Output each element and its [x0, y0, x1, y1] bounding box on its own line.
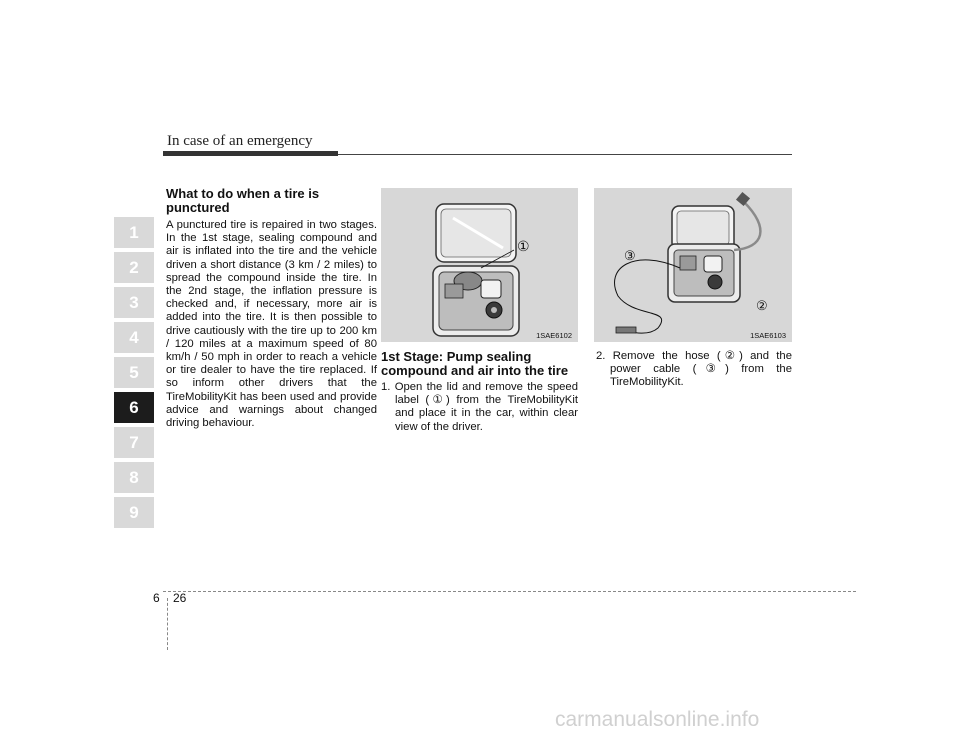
stage1-column	[381, 350, 578, 434]
figure-code: 1SAE6103	[750, 331, 786, 340]
callout-3: ③	[624, 248, 636, 263]
step-2: 2. Remove the hose (②) and the power cable (③) from the TireMobilityKit.	[596, 350, 792, 389]
footer-chapter-number: 6	[153, 591, 160, 605]
chapter-tab-3[interactable]: 3	[114, 287, 154, 318]
chapter-tab-1[interactable]: 1	[114, 217, 154, 248]
chapter-tab-5[interactable]: 5	[114, 357, 154, 388]
footer-rule	[163, 591, 856, 592]
callout-1: ①	[517, 238, 530, 254]
figure-code: 1SAE6102	[536, 331, 572, 340]
section-heading: What to do when a tire is punctured	[166, 186, 320, 215]
section-body: A punctured tire is repaired in two stages. In the 1st stage, sealing compound and air is inflated into the tire and the vehicle driven a short distance (3 km / 2 miles) to spread the compound inside the tire. In the 2nd stage, the inflation pressure is checked and, if necessary, more air is added into the tire. It is then possible to drive cautiously with the tire up to 200 km / 120 miles at a maximum speed of 80 km/h / 50 mph in order to reach a vehicle or tire dealer to have the tire replaced. If so inform other drivers that the TireMobilityKit has been used and provide advice and warnings about changed driving behaviour.	[166, 219, 377, 430]
kit-illustration	[381, 188, 578, 342]
footer-page-number: 26	[173, 591, 187, 605]
figure-hose-cable	[594, 188, 792, 342]
intro-column	[166, 187, 377, 430]
chapter-tab-9[interactable]: 9	[114, 497, 154, 528]
header-bar	[163, 151, 338, 156]
step-1: 1. Open the lid and remove the speed label (①) from the TireMobilityKit and place it in the car, within clear view of the driver.	[381, 381, 578, 433]
page-header-title: In case of an emergency	[167, 133, 313, 149]
chapter-tab-7[interactable]: 7	[114, 427, 154, 458]
chapter-tab-6[interactable]: 6	[114, 392, 154, 423]
stage1-heading: 1st Stage: Pump sealing compound and air into the tire	[381, 349, 569, 378]
chapter-tabs	[114, 217, 154, 532]
hose-cable-illustration	[594, 188, 792, 342]
figure-kit-open	[381, 188, 578, 342]
chapter-tab-2[interactable]: 2	[114, 252, 154, 283]
callout-2: ②	[756, 298, 768, 313]
chapter-tab-8[interactable]: 8	[114, 462, 154, 493]
chapter-tab-4[interactable]: 4	[114, 322, 154, 353]
watermark-text: carmanualsonline.info	[555, 708, 760, 731]
header-rule	[338, 154, 792, 155]
footer-divider	[167, 598, 168, 650]
step2-column	[596, 350, 792, 390]
